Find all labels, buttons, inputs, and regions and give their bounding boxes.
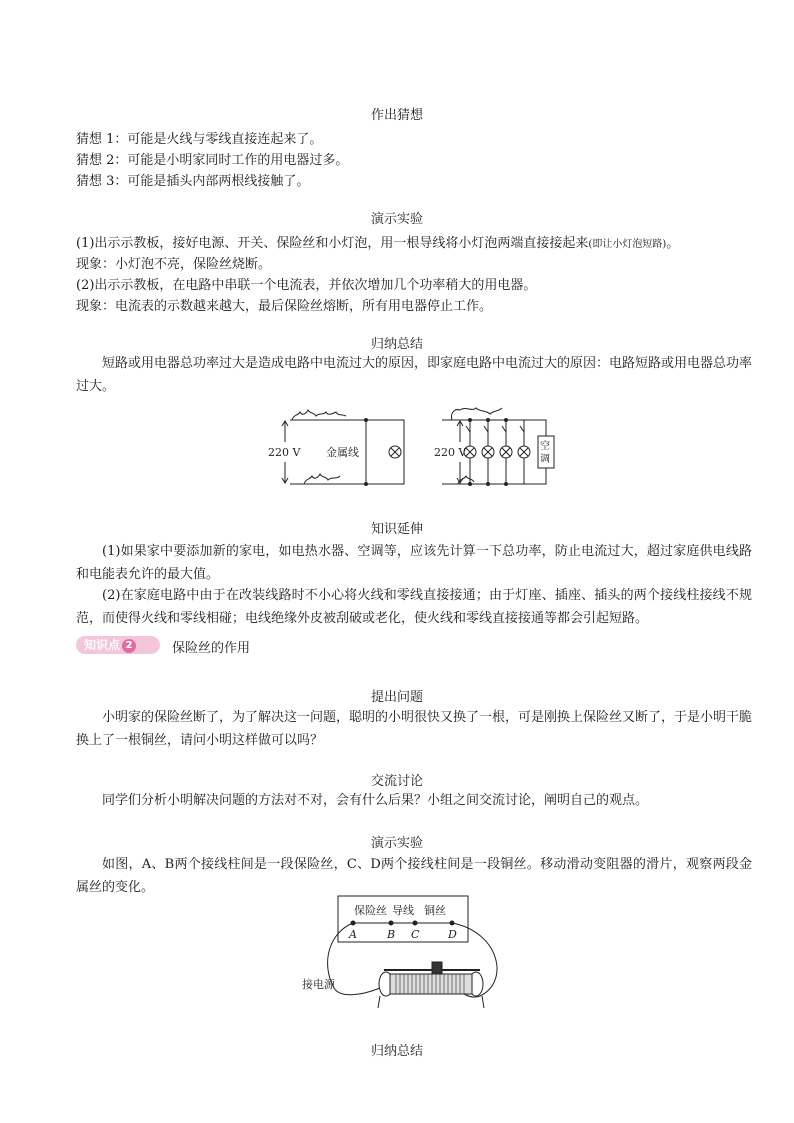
demo-step-2: (2)出示示教板，在电路中串联一个电流表，并依次增加几个功率稍大的用电器。 [76,278,537,293]
short-circuit-diagrams [262,404,562,496]
extension-paragraph-1: (1)如果家中要添加新的家电，如电热水器、空调等，应该先计算一下总功率，防止电流过大，超过家庭供电线路和电能表允许的最大值。 [76,544,752,582]
voltage-label-right: 220 V [434,446,467,459]
appliance-branches [466,420,524,484]
demo-step-1-note: (即让小灯泡短路) [588,239,667,250]
demo-step-1-text: (1)出示示教板，接好电源、开关、保险丝和小灯泡，用一根导线将小灯泡两端直接接起来 [76,236,589,251]
label-power: 接电源 [302,978,335,991]
section-heading-demo-2: 演示实验 [370,836,423,851]
guess-1: 猜想 1：可能是火线与零线直接连起来了。 [76,132,323,147]
label-terminal-d: D [448,928,457,941]
guess-2: 猜想 2：可能是小明家同时工作的用电器过多。 [76,153,349,168]
rheostat-slider [432,962,442,974]
knowledge-point-number: 2 [122,639,136,653]
label-terminal-c: C [411,928,420,941]
overload-flame-top-left [292,410,346,420]
metal-wire-label: 金属线 [326,446,359,459]
knowledge-point-title: 保险丝的作用 [172,641,251,656]
knowledge-point-badge [76,636,160,654]
lamp-row-right [464,446,530,458]
demo-result-2: 现象：电流表的示数越来越大，最后保险丝熔断，所有用电器停止工作。 [76,299,493,314]
question-paragraph: 小明家的保险丝断了，为了解决这一问题，聪明的小明很快又换了一根，可是刚换上保险丝又断了，于是小明干脆换上了一根铜丝，请问小明这样做可以吗？ [76,710,753,748]
section-heading-guess: 作出猜想 [370,108,423,123]
sliding-rheostat [378,962,484,1008]
terminal-b [389,921,394,926]
overload-flame-top-right [451,408,502,420]
label-terminal-a: A [349,928,357,941]
summary-paragraph: 短路或用电器总功率过大是造成电路中电流过大的原因，即家庭电路中电流过大的原因：电路短路或用电器总功率过大。 [76,356,753,394]
demo-result-1: 现象：小灯泡不亮，保险丝烧断。 [76,257,272,272]
demo-2-paragraph: 如图，A、B两个接线柱间是一段保险丝，C、D两个接线柱间是一段铜丝。移动滑动变阻器的滑片，观察两段金属丝的变化。 [76,857,752,895]
terminal-d [450,921,455,926]
section-heading-demo: 演示实验 [370,212,423,227]
section-heading-summary-2: 归纳总结 [370,1044,423,1059]
demo-step-1-end: 。 [666,236,680,251]
section-heading-question: 提出问题 [370,690,423,705]
ac-label-1: 空 [540,441,550,452]
section-heading-extension: 知识延伸 [370,522,423,537]
knowledge-point-label: 知识点 [84,638,121,652]
overload-flame-bottom-left [304,474,340,484]
fuse-experiment-apparatus [300,892,520,1024]
terminal-a [351,921,356,926]
terminal-c [413,921,418,926]
label-wire: 导线 [392,904,414,917]
label-fuse: 保险丝 [354,904,387,917]
guess-3: 猜想 3：可能是插头内部两根线接触了。 [76,174,310,189]
section-heading-discussion: 交流讨论 [370,774,423,789]
ac-label-2: 调 [540,454,550,465]
extension-paragraph-2: (2)在家庭电路中由于在改装线路时不小心将火线和零线直接接通；由于灯座、插座、插头的两个接线柱接线不规范，而使得火线和零线相碰；电线绝缘外皮被刮破或老化，使火线和零线直接接通等都会引起短路。 [76,588,752,626]
discussion-paragraph: 同学们分析小明解决问题的方法对不对，会有什么后果？小组之间交流讨论，阐明自己的观点。 [102,793,649,808]
label-copper: 铜丝 [424,904,446,917]
voltage-label-left: 220 V [268,446,301,459]
section-heading-summary: 归纳总结 [370,337,423,352]
demo-step-1 [76,232,679,251]
label-terminal-b: B [387,928,396,941]
